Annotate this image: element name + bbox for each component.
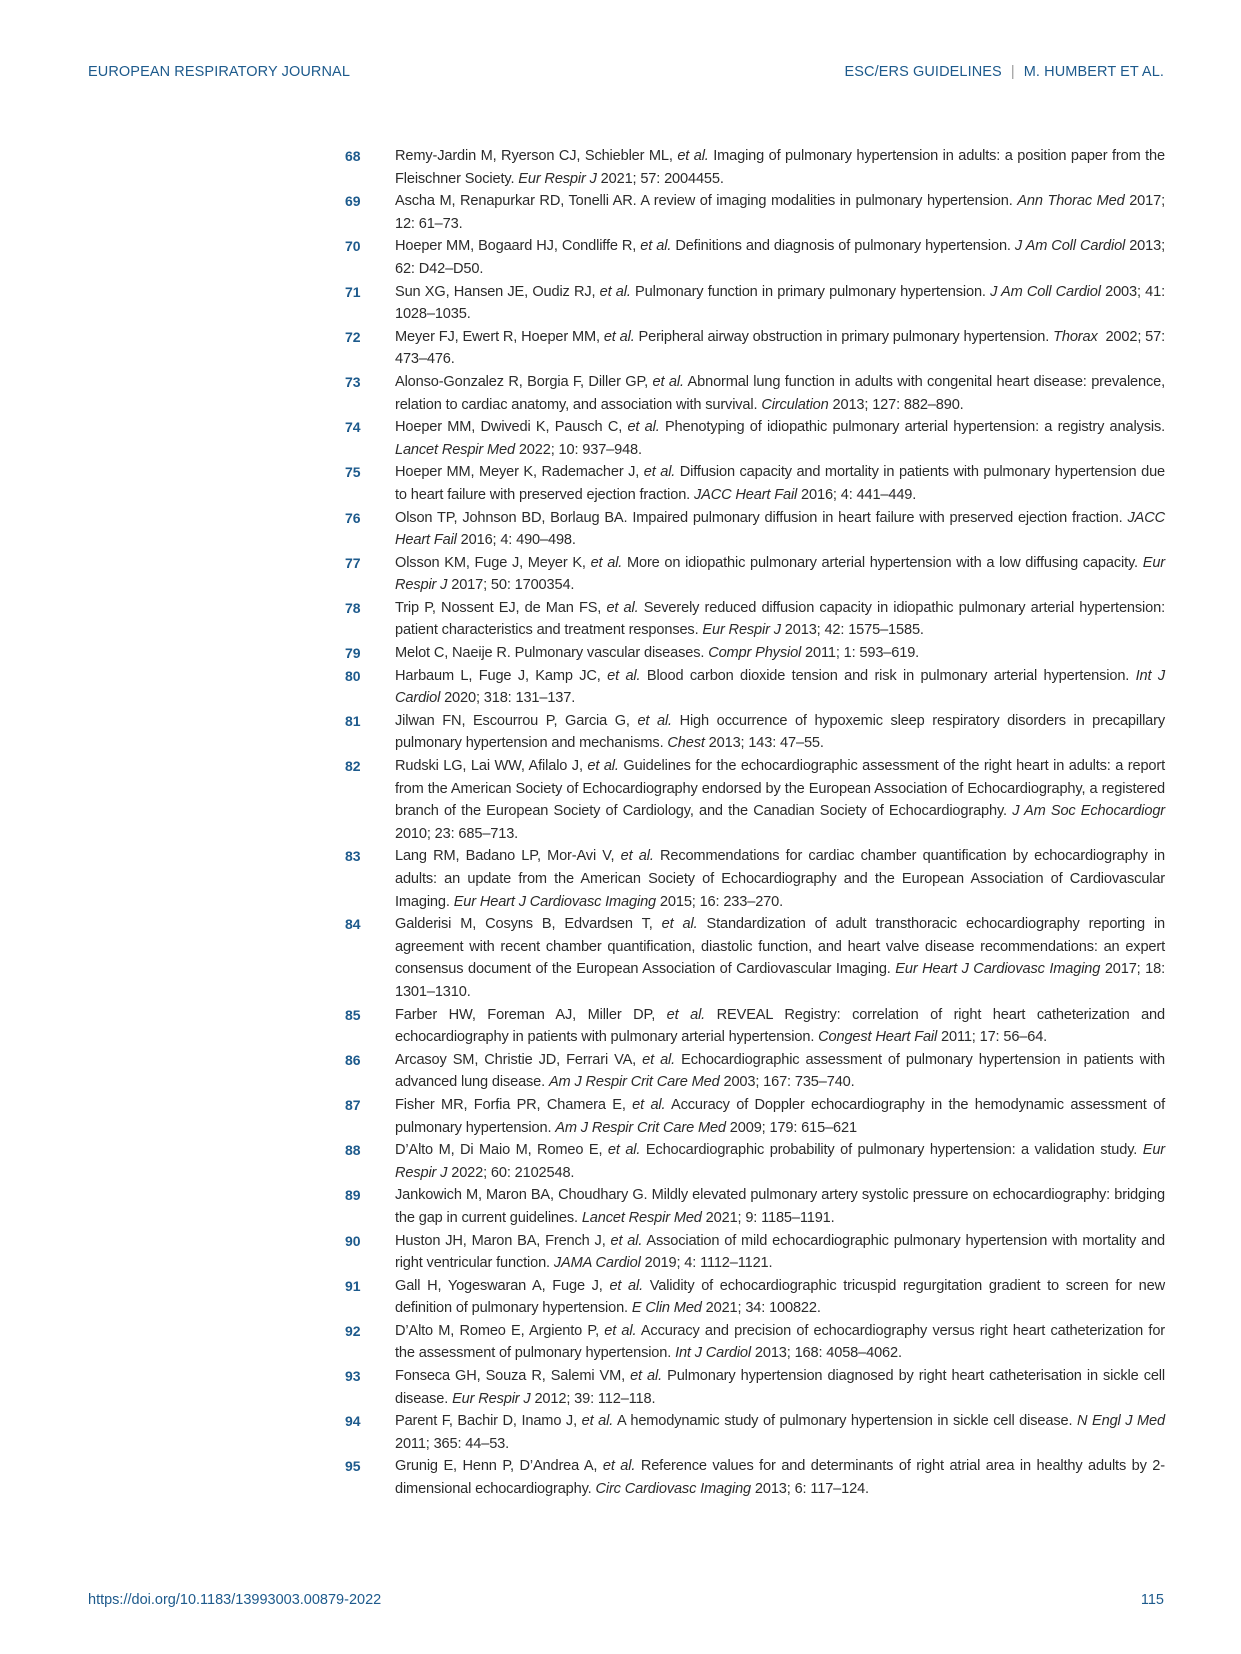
reference-citation: 2011; 365: 44–53.: [395, 1413, 1169, 1452]
reference-text: [395, 371, 1165, 416]
reference-authors: Galderisi M, Cosyns B, Edvardsen T,: [395, 916, 662, 933]
reference-journal: Int J Cardiol: [395, 667, 1165, 707]
reference-et-al: et al.: [643, 464, 676, 481]
reference-text: [395, 597, 1165, 642]
reference-item: [345, 642, 1165, 665]
reference-authors: Meyer FJ, Ewert R, Hoeper MM,: [395, 328, 604, 345]
reference-item: [345, 1139, 1165, 1184]
reference-title: Association of mild echocardiographic pulmonary hypertension with mortality and right ventricular function.: [395, 1232, 1165, 1272]
section-title: ESC/ERS GUIDELINES: [844, 64, 1002, 80]
reference-citation: 2003; 167: 735–740.: [719, 1074, 855, 1091]
reference-item: [345, 1184, 1165, 1229]
reference-text: [395, 1455, 1165, 1500]
reference-item: [345, 235, 1169, 280]
reference-item: [345, 665, 1165, 710]
reference-journal: Eur Respir J: [395, 554, 1165, 594]
reference-journal: Thorax: [1053, 328, 1098, 345]
reference-journal: J Am Coll Cardiol: [1014, 238, 1126, 255]
reference-text: [395, 710, 1165, 755]
reference-item: [345, 1094, 1165, 1139]
reference-et-al: et al.: [607, 1142, 641, 1159]
reference-authors: Alonso-Gonzalez R, Borgia F, Diller GP,: [395, 373, 653, 390]
reference-et-al: et al.: [677, 148, 709, 164]
reference-item: [345, 913, 1169, 1003]
reference-number: 86: [345, 1051, 361, 1068]
header-authors: M. HUMBERT ET AL.: [1023, 64, 1164, 80]
reference-text: [395, 913, 1169, 1003]
reference-authors: Olson TP, Johnson BD, Borlaug BA. Impaired pulmonary diffusion in heart failure with preserved ejection fraction.: [395, 509, 1128, 526]
reference-et-al: et al.: [602, 1458, 636, 1475]
reference-text: [395, 1230, 1165, 1275]
reference-title: Imaging of pulmonary hypertension in adults: a position paper from the Fleischner Society.: [395, 148, 1165, 187]
reference-journal: Eur Heart J Cardiovasc Imaging: [453, 893, 657, 910]
reference-number: 76: [345, 509, 361, 526]
reference-list: [345, 145, 1169, 1501]
reference-title: Accuracy of Doppler echocardiography in the hemodynamic assessment of pulmonary hypertension.: [395, 1096, 1165, 1136]
reference-text: [395, 1365, 1165, 1410]
reference-citation: 2002; 57: 473–476.: [395, 328, 1169, 368]
reference-authors: Olsson KM, Fuge J, Meyer K,: [395, 554, 591, 571]
reference-journal: Eur Respir J: [452, 1390, 531, 1407]
reference-text: [395, 1004, 1165, 1049]
reference-journal: Circ Cardiovasc Imaging: [595, 1481, 751, 1498]
reference-journal: Compr Physiol: [708, 645, 802, 662]
reference-number: 78: [345, 599, 361, 616]
reference-et-al: et al.: [610, 1232, 643, 1249]
reference-citation: 2017; 18: 1301–1310.: [395, 961, 1169, 1000]
reference-number: 81: [345, 712, 361, 729]
reference-number: 70: [345, 238, 361, 255]
reference-number: 68: [345, 148, 361, 164]
reference-citation: 2013; 143: 47–55.: [704, 735, 824, 752]
reference-title: Validity of echocardiographic tricuspid regurgitation gradient to screen for new definition of pulmonary hypertension.: [395, 1277, 1165, 1317]
reference-et-al: et al.: [652, 373, 684, 390]
reference-title: Guidelines for the echocardiographic assessment of the right heart in adults: a report from the American Society of Echocardiography endorsed by the European Association of Echocardiography, a registered branch of the European Society of Cardiology, and the Canadian Society of Echocardiography.: [395, 758, 1165, 820]
reference-citation: 2021; 34: 100822.: [701, 1300, 821, 1317]
reference-citation: 2017; 50: 1700354.: [447, 577, 575, 594]
reference-title: Blood carbon dioxide tension and risk in pulmonary arterial hypertension.: [640, 667, 1136, 684]
reference-et-al: et al.: [637, 712, 672, 729]
reference-authors: Sun XG, Hansen JE, Oudiz RJ,: [395, 283, 600, 300]
reference-number: 74: [345, 419, 361, 436]
reference-title: Pulmonary hypertension diagnosed by right heart catheterisation in sickle cell disease.: [395, 1368, 1165, 1407]
reference-item: [345, 1410, 1169, 1455]
reference-item: [345, 845, 1165, 913]
reference-journal: Am J Respir Crit Care Med: [548, 1074, 720, 1091]
reference-et-al: et al.: [640, 238, 672, 255]
reference-text: [395, 1410, 1169, 1455]
reference-text: [395, 507, 1165, 552]
reference-text: [395, 326, 1169, 371]
reference-item: [345, 1275, 1165, 1320]
reference-authors: D’Alto M, Romeo E, Argiento P,: [395, 1322, 605, 1339]
reference-number: 83: [345, 848, 361, 865]
reference-text: [395, 1049, 1165, 1094]
reference-title: Pulmonary function in primary pulmonary hypertension.: [630, 283, 991, 300]
reference-citation: 2021; 9: 1185–1191.: [701, 1209, 835, 1226]
reference-journal: Lancet Respir Med: [581, 1209, 702, 1226]
header-separator: |: [1010, 64, 1015, 80]
reference-journal: J Am Soc Echocardiogr: [1012, 803, 1165, 820]
reference-journal: Chest: [667, 735, 705, 752]
reference-item: [345, 597, 1165, 642]
reference-number: 94: [345, 1413, 361, 1430]
reference-et-al: et al.: [620, 848, 654, 865]
reference-authors: Arcasoy SM, Christie JD, Ferrari VA,: [395, 1051, 643, 1068]
reference-citation: 2013; 168: 4058–4062.: [750, 1345, 902, 1362]
reference-title: A hemodynamic study of pulmonary hypertension in sickle cell disease.: [613, 1413, 1077, 1430]
reference-text: [395, 665, 1165, 710]
reference-number: 69: [345, 193, 361, 210]
reference-text: [395, 145, 1165, 190]
reference-et-al: et al.: [604, 1322, 637, 1339]
reference-number: 93: [345, 1368, 361, 1385]
reference-journal: N Engl J Med: [1076, 1413, 1165, 1430]
reference-number: 77: [345, 554, 361, 571]
reference-item: [345, 552, 1165, 597]
reference-number: 73: [345, 373, 361, 390]
reference-text: [395, 552, 1165, 597]
reference-authors: Farber HW, Foreman AJ, Miller DP,: [395, 1006, 667, 1023]
reference-journal: Circulation: [761, 396, 829, 413]
reference-item: [345, 461, 1165, 506]
reference-et-al: et al.: [587, 758, 619, 775]
reference-et-al: et al.: [627, 419, 660, 436]
reference-item: [345, 1365, 1165, 1410]
reference-title: High occurrence of hypoxemic sleep respiratory disorders in precapillary pulmonary hypertension and mechanisms.: [395, 712, 1165, 752]
reference-item: [345, 710, 1165, 755]
reference-number: 87: [345, 1096, 361, 1113]
reference-et-al: et al.: [661, 916, 698, 933]
reference-et-al: et al.: [603, 328, 635, 345]
reference-citation: 2003; 41: 1028–1035.: [395, 283, 1169, 323]
reference-journal: Am J Respir Crit Care Med: [555, 1119, 726, 1136]
reference-journal: Eur Respir J: [702, 622, 781, 639]
reference-authors: Fonseca GH, Souza R, Salemi VM,: [395, 1368, 631, 1385]
reference-journal: Ann Thorac Med: [1017, 193, 1125, 210]
reference-item: [345, 507, 1165, 552]
reference-number: 80: [345, 667, 361, 684]
reference-journal: Eur Respir J: [395, 1142, 1165, 1181]
reference-journal: Eur Respir J: [518, 170, 597, 187]
reference-item: [345, 1049, 1165, 1094]
reference-citation: 2013; 62: D42–D50.: [395, 238, 1169, 277]
reference-number: 82: [345, 758, 361, 775]
reference-item: [345, 1230, 1165, 1275]
reference-journal: JACC Heart Fail: [693, 486, 798, 503]
reference-title: Echocardiographic probability of pulmonary hypertension: a validation study.: [640, 1142, 1143, 1159]
reference-item: [345, 371, 1165, 416]
reference-journal: E Clin Med: [631, 1300, 702, 1317]
reference-number: 92: [345, 1322, 361, 1339]
reference-title: Peripheral airway obstruction in primary pulmonary hypertension.: [634, 328, 1054, 345]
reference-item: [345, 755, 1169, 845]
reference-number: 95: [345, 1458, 361, 1475]
reference-journal: JACC Heart Fail: [395, 509, 1165, 549]
reference-et-al: et al.: [581, 1413, 614, 1430]
reference-title: Echocardiographic assessment of pulmonary hypertension in patients with advanced lung disease.: [395, 1051, 1165, 1091]
reference-title: REVEAL Registry: correlation of right heart catheterization and echocardiography in patients with pulmonary arterial hypertension.: [395, 1006, 1165, 1046]
reference-text: [395, 1320, 1165, 1365]
reference-citation: 2016; 4: 441–449.: [797, 486, 917, 503]
reference-et-al: et al.: [632, 1096, 666, 1113]
reference-title: Abnormal lung function in adults with congenital heart disease: prevalence, relation to cardiac anatomy, and association with survival.: [395, 373, 1165, 413]
reference-number: 88: [345, 1142, 361, 1159]
reference-authors: Rudski LG, Lai WW, Afilalo J,: [395, 758, 588, 775]
reference-text: [395, 1275, 1165, 1320]
reference-citation: 2011; 17: 56–64.: [937, 1029, 1048, 1046]
reference-number: 75: [345, 464, 361, 481]
reference-authors: Jankowich M, Maron BA, Choudhary G. Mildly elevated pulmonary artery systolic pressure on echocardiography: bridging the gap in current guidelines.: [395, 1187, 1165, 1226]
reference-et-al: et al.: [590, 554, 623, 571]
reference-citation: 2022; 10: 937–948.: [514, 441, 642, 458]
reference-authors: Hoeper MM, Bogaard HJ, Condliffe R,: [395, 238, 641, 255]
reference-journal: Congest Heart Fail: [818, 1029, 938, 1046]
reference-authors: Lang RM, Badano LP, Mor-Avi V,: [395, 848, 621, 865]
reference-citation: 2019; 4: 1112–1121.: [640, 1255, 773, 1272]
reference-text: [395, 1139, 1165, 1184]
reference-authors: D’Alto M, Di Maio M, Romeo E,: [395, 1142, 608, 1159]
reference-number: 84: [345, 916, 361, 933]
reference-authors: Hoeper MM, Meyer K, Rademacher J,: [395, 464, 644, 481]
reference-text: [395, 642, 1165, 665]
reference-journal: Lancet Respir Med: [395, 441, 515, 458]
reference-item: [345, 281, 1169, 326]
reference-et-al: et al.: [609, 1277, 643, 1294]
reference-citation: 2013; 127: 882–890.: [828, 396, 964, 413]
reference-journal: Int J Cardiol: [675, 1345, 751, 1362]
journal-name: EUROPEAN RESPIRATORY JOURNAL: [88, 64, 350, 80]
reference-citation: 2010; 23: 685–713.: [395, 803, 1169, 842]
reference-et-al: et al.: [606, 599, 639, 616]
reference-text: [395, 281, 1169, 326]
reference-authors: Melot C, Naeije R. Pulmonary vascular diseases.: [395, 645, 709, 662]
reference-item: [345, 1004, 1165, 1049]
reference-title: Phenotyping of idiopathic pulmonary arterial hypertension: a registry analysis.: [659, 419, 1165, 436]
reference-et-al: et al.: [630, 1368, 663, 1385]
reference-journal: Eur Heart J Cardiovasc Imaging: [895, 961, 1101, 978]
reference-text: [395, 755, 1169, 845]
reference-et-al: et al.: [607, 667, 641, 684]
reference-authors: Jilwan FN, Escourrou P, Garcia G,: [395, 712, 638, 729]
reference-title: Severely reduced diffusion capacity in idiopathic pulmonary arterial hypertension: patient characteristics and treatment responses.: [395, 599, 1165, 639]
running-head: [845, 64, 1165, 80]
reference-authors: Trip P, Nossent EJ, de Man FS,: [395, 599, 607, 616]
reference-journal: J Am Coll Cardiol: [990, 283, 1101, 300]
reference-title: Accuracy and precision of echocardiography versus right heart catheterization for the assessment of pulmonary hypertension.: [395, 1322, 1165, 1362]
reference-item: [345, 326, 1169, 371]
reference-citation: 2021; 57: 2004455.: [596, 170, 724, 187]
reference-title: Standardization of adult transthoracic echocardiography reporting in agreement with recent chamber quantification, diastolic function, and heart valve disease recommendations: an expert consensus document of the European Association of Cardiovascular Imaging.: [395, 916, 1165, 978]
page-number: 115: [1140, 1592, 1164, 1608]
reference-citation: 2016; 4: 490–498.: [456, 532, 576, 549]
reference-number: 79: [345, 645, 361, 662]
reference-title: More on idiopathic pulmonary arterial hypertension with a low diffusing capacity.: [622, 554, 1143, 571]
reference-citation: 2013; 6: 117–124.: [751, 1481, 869, 1498]
reference-number: 90: [345, 1232, 361, 1249]
reference-et-al: et al.: [666, 1006, 706, 1023]
reference-text: [395, 845, 1165, 913]
reference-item: [345, 145, 1165, 190]
reference-citation: 2020; 318: 131–137.: [440, 690, 576, 707]
reference-citation: 2015; 16: 233–270.: [656, 893, 784, 910]
reference-citation: 2011; 1: 593–619.: [801, 645, 920, 662]
doi-link[interactable]: https://doi.org/10.1183/13993003.00879-2022: [88, 1592, 382, 1608]
reference-item: [345, 1455, 1165, 1500]
reference-authors: Grunig E, Henn P, D’Andrea A,: [395, 1458, 603, 1475]
reference-authors: Parent F, Bachir D, Inamo J,: [395, 1413, 582, 1430]
reference-authors: Gall H, Yogeswaran A, Fuge J,: [395, 1277, 610, 1294]
reference-et-al: et al.: [642, 1051, 676, 1068]
reference-authors: Huston JH, Maron BA, French J,: [395, 1232, 611, 1249]
reference-text: [395, 461, 1165, 506]
reference-number: 89: [345, 1187, 361, 1204]
reference-title: Definitions and diagnosis of pulmonary hypertension.: [671, 238, 1015, 255]
reference-number: 91: [345, 1277, 361, 1294]
reference-citation: 2012; 39: 112–118.: [530, 1390, 656, 1407]
reference-authors: Fisher MR, Forfia PR, Chamera E,: [395, 1096, 633, 1113]
reference-authors: Remy-Jardin M, Ryerson CJ, Schiebler ML,: [395, 148, 678, 164]
reference-number: 71: [345, 283, 361, 300]
reference-text: [395, 1184, 1165, 1229]
reference-title: Recommendations for cardiac chamber quantification by echocardiography in adults: an update from the American Society of Echocardiography and the European Association of Cardiovascular Imaging.: [395, 848, 1166, 910]
reference-authors: Harbaum L, Fuge J, Kamp JC,: [395, 667, 608, 684]
reference-citation: 2017; 12: 61–73.: [395, 193, 1169, 232]
reference-citation: 2013; 42: 1575–1585.: [780, 622, 924, 639]
reference-item: [345, 190, 1169, 235]
reference-text: [395, 235, 1169, 280]
reference-et-al: et al.: [599, 283, 631, 300]
reference-citation: 2009; 179: 615–621: [725, 1119, 857, 1136]
reference-text: [395, 190, 1169, 235]
reference-title: Diffusion capacity and mortality in patients with pulmonary hypertension due to heart failure with preserved ejection fraction.: [395, 464, 1165, 503]
reference-citation: 2022; 60: 2102548.: [447, 1164, 575, 1181]
reference-number: 72: [345, 328, 361, 345]
reference-authors: Hoeper MM, Dwivedi K, Pausch C,: [395, 419, 628, 436]
reference-item: [345, 416, 1165, 461]
reference-text: [395, 1094, 1165, 1139]
reference-authors: Ascha M, Renapurkar RD, Tonelli AR. A review of imaging modalities in pulmonary hypertension.: [395, 193, 1018, 210]
reference-text: [395, 416, 1165, 461]
reference-journal: JAMA Cardiol: [553, 1255, 641, 1272]
reference-number: 85: [345, 1006, 361, 1023]
reference-title: Reference values for and determinants of right atrial area in healthy adults by 2-dimensional echocardiography.: [395, 1458, 1165, 1498]
reference-item: [345, 1320, 1165, 1365]
